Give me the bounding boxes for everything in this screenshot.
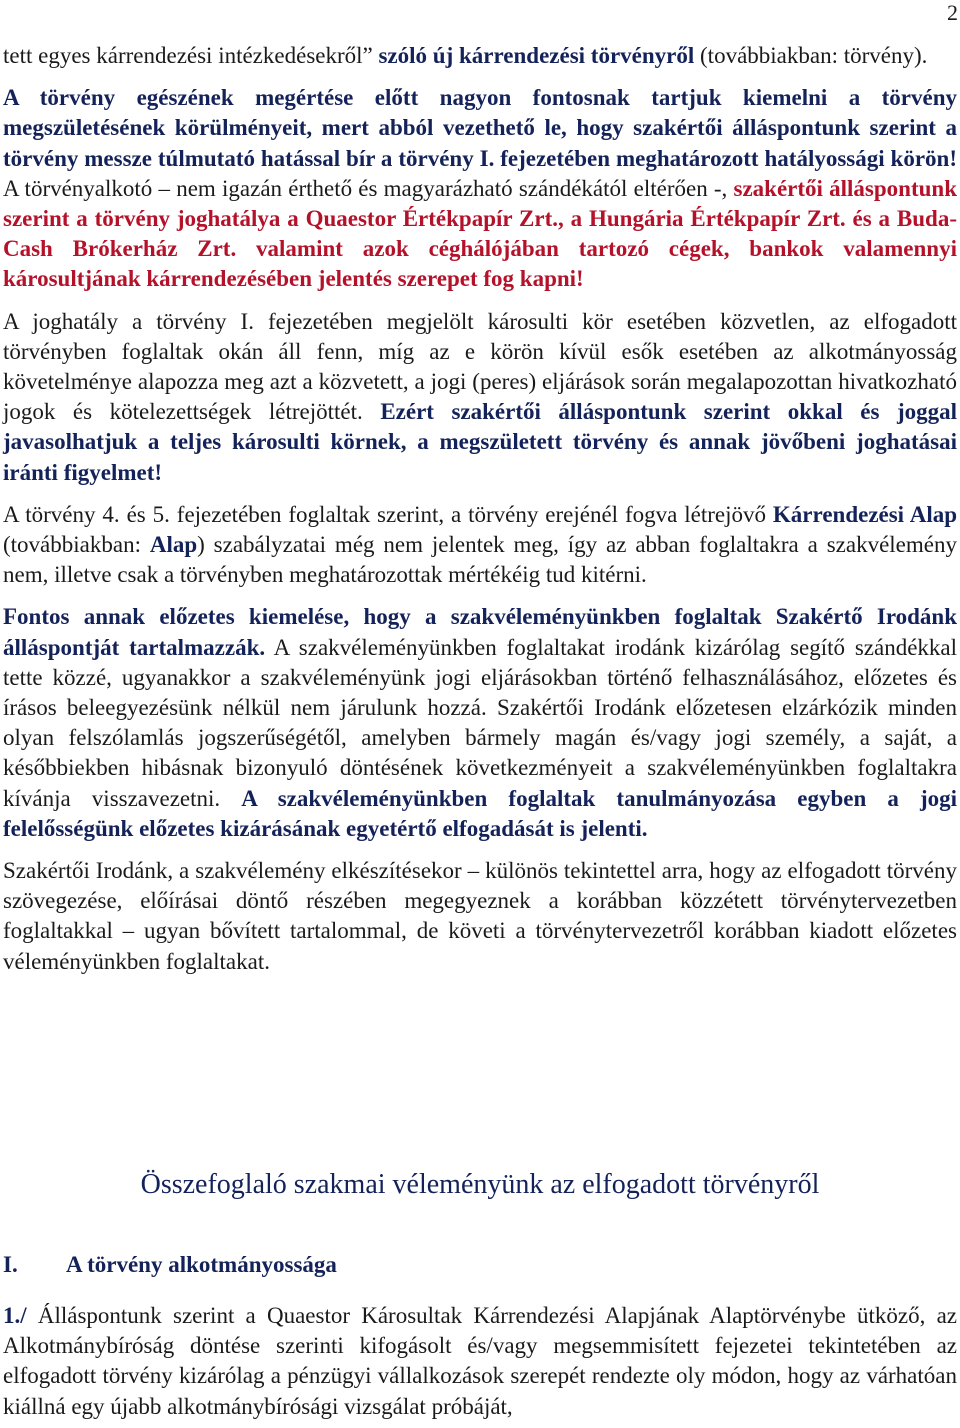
paragraph-point-1	[0, 1301, 960, 1422]
fund-text-3: ) szabályzatai még nem jelentek meg, így az abban foglaltakra a szakvélemény nem, illetve csak a törvényben meghatározottak mértékéig tud kitérni.	[3, 532, 957, 588]
fund-text-1: A törvény 4. és 5. fejezetében foglaltak szerint, a törvény erejénél fogva létrejövő	[3, 501, 773, 527]
disclaimer-emphasis-2: A szakvéleményünkben foglaltak tanulmányozása egyben a jogi felelősségünk előzetes kizárásának egyetértő elfogadását is jelenti.	[3, 785, 958, 841]
intro-text-1: tett egyes kárrendezési intézkedésekről”	[3, 43, 379, 68]
paragraph-methodology	[0, 856, 960, 977]
intro-text-2: (továbbiakban: törvény).	[694, 43, 928, 68]
circumstances-emphasis: A törvény egészének megértése előtt nagyon fontosnak tartjuk kiemelni a törvény megszületésének körülményeit, mert abból vezethető le, hogy szakértői álláspontunk szerint a törvény messze túlmutató hatással bír a törvény I. fejezetében meghatározott hatályossági körön!	[3, 85, 957, 171]
paragraph-circumstances	[0, 83, 960, 294]
intro-law-title: szóló új kárrendezési törvényről	[378, 43, 695, 68]
disclaimer-text: A szakvéleményünkben foglaltakat irodánk kizárólag segítő szándékkal tette közzé, ugyanakkor a szakvéleményünk jogi eljárásokban történő felhasználásához, előzetes és írásos beleegyezésünk nélkül nem járulunk hozzá. Szakértői Irodánk előzetesen elzárkózik minden olyan felszólamlás jogszerűségétől, amelyben bármely magán és/vagy jogi személy, a saját, a későbbiekben hibásnak bizonyuló döntésének következményeit a szakvéleményünkben foglaltakra kívánja visszavezetni.	[3, 634, 957, 811]
point-text: Álláspontunk szerint a Quaestor Károsultak Kárrendezési Alapjának Alaptörvénybe ütköző, az Alkotmánybíróság döntése szerinti kifogásolt és/vagy megsemmisített fejezetei tekintetében az elfogadott törvény kizárólag a pénzügyi vállalkozások szerepét rendezte oly módon, hogy az várhatóan kiállná egy újabb alkotmánybírósági vizsgálat próbáját,	[3, 1303, 957, 1419]
subsection-number: I.	[3, 1252, 18, 1277]
body-text-2	[0, 1301, 960, 1422]
paragraph-jurisdiction	[0, 307, 960, 488]
page-number: 2	[947, 0, 958, 25]
fund-text-2: (továbbiakban:	[3, 532, 150, 558]
circumstances-red-emphasis: szakértői álláspontunk szerint a törvény joghatálya a Quaestor Értékpapír Zrt., a Hungária Értékpapír Zrt. és a Buda-Cash Brókerház Zrt. valamint azok céghálójában tartozó cégek, bankok valamennyi károsultjának kárrendezésében jelentés szerepet fog kapni!	[3, 175, 957, 292]
paragraph-fund	[0, 500, 960, 591]
disclaimer-emphasis-1: Fontos annak előzetes kiemelése, hogy a szakvéleményünkben foglaltak Szakértő Irodánk álláspontját tartalmazzák.	[3, 604, 957, 660]
paragraph-intro	[0, 41, 960, 71]
subsection-label: A törvény alkotmányossága	[66, 1252, 337, 1277]
section-heading: Összefoglaló szakmai véleményünk az elfogadott törvényről	[140, 1169, 820, 1200]
subsection-title	[0, 1250, 960, 1280]
point-number: 1./	[3, 1303, 27, 1328]
methodology-text: Szakértői Irodánk, a szakvélemény elkészítésekor – különös tekintettel arra, hogy az elfogadott törvény szövegezése, előírásai döntő részében megegyeznek a korábban közzétett törvénytervezetben foglaltakkal – ugyan bővített tartalommal, de követi a törvénytervezetről korábban kiadott előzetes véleményünkben foglaltakat.	[3, 858, 957, 974]
jurisdiction-text: A joghatály a törvény I. fejezetében megjelölt károsulti kör esetében közvetlen, az elfogadott törvényben foglaltak okán áll fenn, míg az e körön kívül esők esetében az alkotmányosság követelménye alapozza meg azt a közvetett, a jogi (peres) eljárások során megalapozottan hivatkozható jogok és kötelezettségek létrejöttét.	[3, 308, 957, 425]
fund-short-name: Alap	[149, 532, 198, 558]
paragraph-disclaimer	[0, 602, 960, 844]
fund-name: Kárrendezési Alap	[772, 501, 958, 527]
circumstances-text: A törvényalkotó – nem igazán érthető és magyarázható szándékától eltérően -,	[3, 175, 734, 201]
body-text	[0, 41, 960, 977]
jurisdiction-emphasis: Ezért szakértői álláspontunk szerint okkal és joggal javasolhatjuk a teljes károsulti körnek, a megszületett törvény és annak jövőbeni joghatásai iránti figyelmet!	[3, 399, 957, 485]
